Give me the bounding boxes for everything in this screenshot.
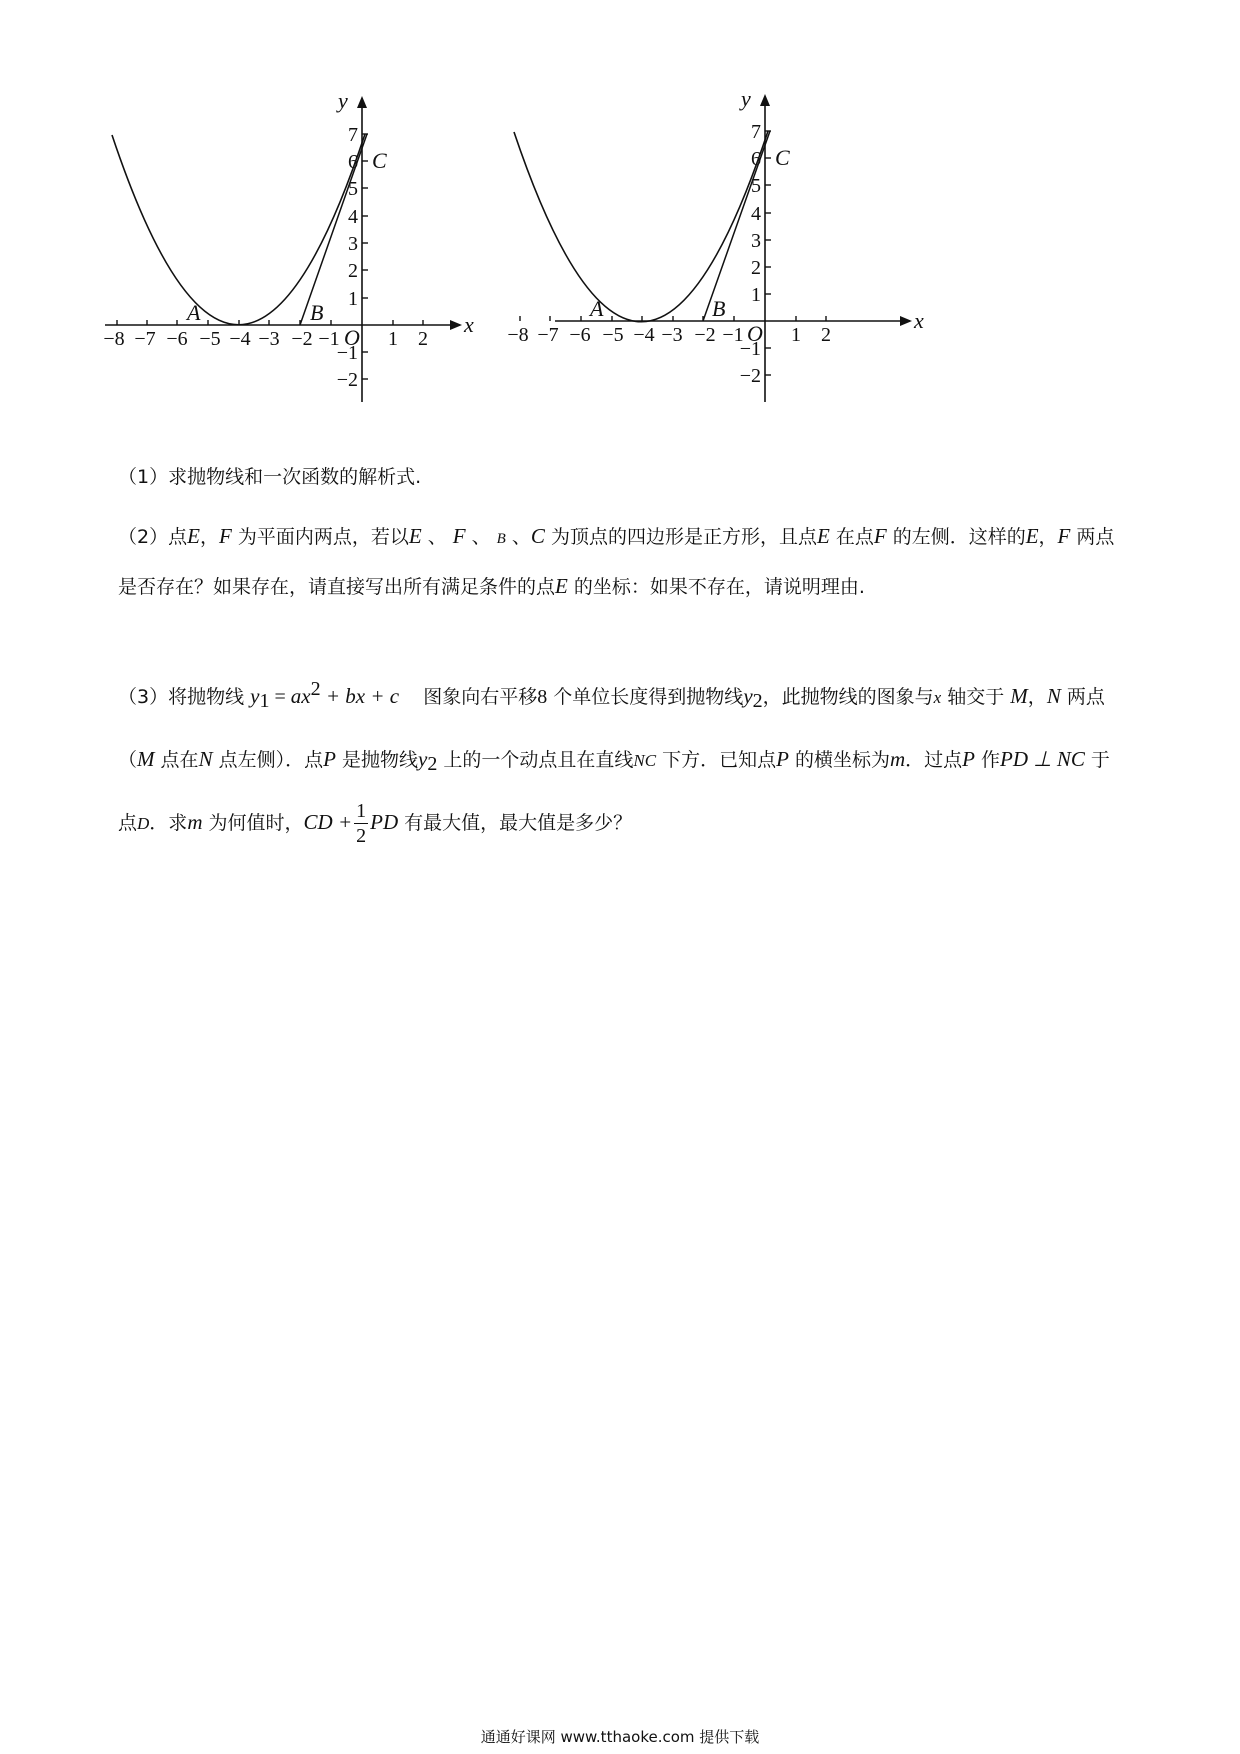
text-run: 是抛物线 bbox=[335, 749, 418, 771]
text-run: 轴交于 bbox=[941, 686, 1005, 708]
question-number: （2） bbox=[118, 526, 169, 548]
var-e: E bbox=[816, 524, 830, 548]
text-run: 为平面内两点，若以 bbox=[231, 526, 409, 548]
text-run: 个单位长度得到抛物线 bbox=[547, 686, 744, 708]
x-tick-label: −2 bbox=[694, 324, 716, 346]
text-run: 、 bbox=[465, 526, 497, 548]
text-run: 有最大值，最大值是多少？ bbox=[398, 812, 633, 834]
x-tick-label: −8 bbox=[103, 328, 125, 350]
var-x: x bbox=[933, 688, 942, 707]
origin-label: O bbox=[747, 321, 763, 346]
x-axis-arrow bbox=[900, 316, 912, 326]
var-e: E bbox=[1025, 524, 1039, 548]
text-run: ， bbox=[1027, 686, 1047, 708]
text-run: 点左侧）．点 bbox=[212, 749, 324, 771]
var-y: y bbox=[250, 684, 260, 708]
x-tick-label: −7 bbox=[134, 328, 156, 350]
question-2 bbox=[118, 513, 1128, 611]
x-tick-label: −3 bbox=[258, 328, 280, 350]
text-run: ， bbox=[1038, 526, 1058, 548]
var-f: F bbox=[1057, 524, 1071, 548]
var-n-point: N bbox=[1046, 684, 1061, 708]
question-text: 求抛物线和一次函数的解析式. bbox=[168, 466, 422, 488]
var-y: y bbox=[418, 747, 428, 771]
x-tick-label: −7 bbox=[537, 324, 559, 346]
math-perpendicular: PD ⊥ NC bbox=[1000, 747, 1085, 771]
x-axis-label: x bbox=[914, 308, 924, 333]
var-n-point: N bbox=[198, 747, 213, 771]
axes bbox=[555, 94, 912, 402]
var-m-point: M bbox=[1010, 684, 1028, 708]
fraction-one-half bbox=[354, 799, 368, 848]
x-tick-label: 2 bbox=[821, 324, 831, 346]
text-run: 将抛物线 bbox=[168, 686, 245, 708]
text-run: 两点（ bbox=[118, 686, 1105, 771]
parabola-curve bbox=[112, 134, 365, 325]
x-tick-label: −2 bbox=[291, 328, 313, 350]
y-axis-arrow bbox=[357, 96, 367, 108]
math-term: ax bbox=[290, 684, 311, 708]
point-a-label: A bbox=[187, 300, 201, 325]
y-axis-arrow bbox=[760, 94, 770, 106]
y-tick-labels bbox=[337, 124, 358, 391]
text-run: = bbox=[269, 686, 291, 708]
parabola-curve bbox=[514, 131, 768, 322]
y-axis-label: y bbox=[338, 88, 348, 113]
var-f: F bbox=[218, 524, 232, 548]
y-tick-label: 3 bbox=[348, 233, 358, 255]
text-run: 的左侧．这样的 bbox=[886, 526, 1026, 548]
text-run: 的坐标：如果不存在，请说明理由. bbox=[567, 576, 865, 598]
y-tick-label: 2 bbox=[348, 260, 358, 282]
var-b: B bbox=[496, 531, 506, 547]
x-tick-label: 1 bbox=[791, 324, 801, 346]
x-tick-label: −1 bbox=[722, 324, 744, 346]
point-b-label: B bbox=[310, 300, 324, 325]
var-d: D bbox=[137, 814, 150, 833]
x-axis-arrow bbox=[450, 320, 462, 330]
x-tick-label: −5 bbox=[602, 324, 624, 346]
point-a-label: A bbox=[590, 296, 604, 321]
y-tick-label: 7 bbox=[751, 121, 761, 143]
question-1 bbox=[118, 465, 1128, 489]
fraction-denominator: 2 bbox=[356, 825, 367, 847]
y-tick-label: −1 bbox=[739, 338, 761, 360]
var-e: E bbox=[187, 524, 200, 548]
page-footer: 通通好课网 www.tthaoke.com 提供下载 bbox=[480, 1728, 760, 1746]
var-f: F bbox=[452, 524, 466, 548]
math-term: PD bbox=[370, 810, 399, 834]
text-run: 为顶点的四边形是正方形，且点 bbox=[544, 526, 817, 548]
y-tick-label: 5 bbox=[751, 175, 761, 197]
x-tick-label: −6 bbox=[569, 324, 591, 346]
x-tick-label: −8 bbox=[507, 324, 529, 346]
y-tick-label: 1 bbox=[751, 284, 761, 306]
figure-svg bbox=[507, 86, 980, 452]
text-run: ， bbox=[199, 526, 219, 548]
subscript: 2 bbox=[427, 753, 438, 775]
math-term: + bx + c bbox=[320, 684, 400, 708]
y-tick-label: 2 bbox=[751, 257, 761, 279]
point-c-label: C bbox=[775, 145, 790, 170]
x-tick-label: −5 bbox=[199, 328, 221, 350]
var-m: m bbox=[187, 810, 203, 834]
y-tick-label: −2 bbox=[739, 365, 761, 387]
point-b-label: B bbox=[712, 296, 726, 321]
x-tick-label: −6 bbox=[166, 328, 188, 350]
y-axis-label: y bbox=[741, 86, 751, 111]
var-c: C bbox=[530, 524, 545, 548]
x-tick-label: −4 bbox=[229, 328, 251, 350]
var-e: E bbox=[408, 524, 422, 548]
y-tick-label: 1 bbox=[348, 288, 358, 310]
text-run: 于点 bbox=[118, 749, 1110, 834]
point-c-label: C bbox=[372, 148, 387, 173]
superscript: 2 bbox=[310, 678, 321, 700]
y-tick-label: 5 bbox=[348, 178, 358, 200]
y-tick-label: 7 bbox=[348, 124, 358, 146]
text-run: 图象向右平移 bbox=[423, 686, 538, 708]
fraction-numerator: 1 bbox=[356, 800, 367, 822]
text-run: 两点是否存在？如果存在，请直接写出所有满足条件的点 bbox=[118, 526, 1115, 598]
var-p: P bbox=[323, 747, 336, 771]
subscript: 2 bbox=[752, 690, 763, 712]
text-run: ．求 bbox=[149, 812, 188, 834]
x-tick-label: −4 bbox=[633, 324, 655, 346]
x-tick-label: −3 bbox=[661, 324, 683, 346]
line-nc: NC bbox=[633, 751, 657, 770]
math-term: CD + bbox=[303, 810, 353, 834]
text-run: 的横坐标为 bbox=[788, 749, 890, 771]
question-3 bbox=[118, 660, 1128, 853]
var-p: P bbox=[962, 747, 975, 771]
y-tick-label: 3 bbox=[751, 230, 761, 252]
x-tick-labels bbox=[507, 324, 831, 346]
text-run: ，此抛物线的图象与 bbox=[762, 686, 934, 708]
origin-label: O bbox=[344, 325, 360, 350]
text-run: ．过点 bbox=[905, 749, 963, 771]
x-tick-label: 2 bbox=[418, 328, 428, 350]
text-run: 在点 bbox=[829, 526, 874, 548]
y-tick-label: 4 bbox=[348, 206, 358, 228]
y-tick-label: −2 bbox=[336, 369, 358, 391]
question-number: （3） bbox=[118, 686, 169, 708]
parabola-figure-right bbox=[507, 86, 980, 452]
number: 8 bbox=[537, 686, 548, 708]
y-tick-label: 6 bbox=[348, 151, 358, 173]
var-f: F bbox=[873, 524, 887, 548]
y-tick-label: −1 bbox=[336, 342, 358, 364]
text-run: 下方．已知点 bbox=[656, 749, 777, 771]
x-axis-label: x bbox=[464, 312, 474, 337]
text-run: 点在 bbox=[154, 749, 199, 771]
subscript: 1 bbox=[259, 690, 270, 712]
text-run: 点 bbox=[168, 526, 188, 548]
parabola-figure-left bbox=[103, 88, 530, 452]
text-run: 上的一个动点且在直线 bbox=[437, 749, 634, 771]
y-tick-labels bbox=[740, 121, 761, 387]
var-y: y bbox=[743, 684, 753, 708]
question-number: （1） bbox=[118, 466, 169, 488]
text-run: 作 bbox=[975, 749, 1001, 771]
var-p: P bbox=[776, 747, 789, 771]
x-tick-label: 1 bbox=[388, 328, 398, 350]
y-tick-label: 6 bbox=[751, 148, 761, 170]
var-e: E bbox=[555, 574, 568, 598]
x-tick-label: −1 bbox=[318, 328, 340, 350]
var-m-point: M bbox=[137, 747, 155, 771]
x-tick-labels bbox=[103, 328, 428, 350]
text-run: 为何值时， bbox=[202, 812, 304, 834]
figure-svg bbox=[103, 88, 530, 452]
text-run: 、 bbox=[421, 526, 453, 548]
y-tick-label: 4 bbox=[751, 203, 761, 225]
var-m: m bbox=[889, 747, 906, 771]
text-run: 、 bbox=[505, 526, 531, 548]
